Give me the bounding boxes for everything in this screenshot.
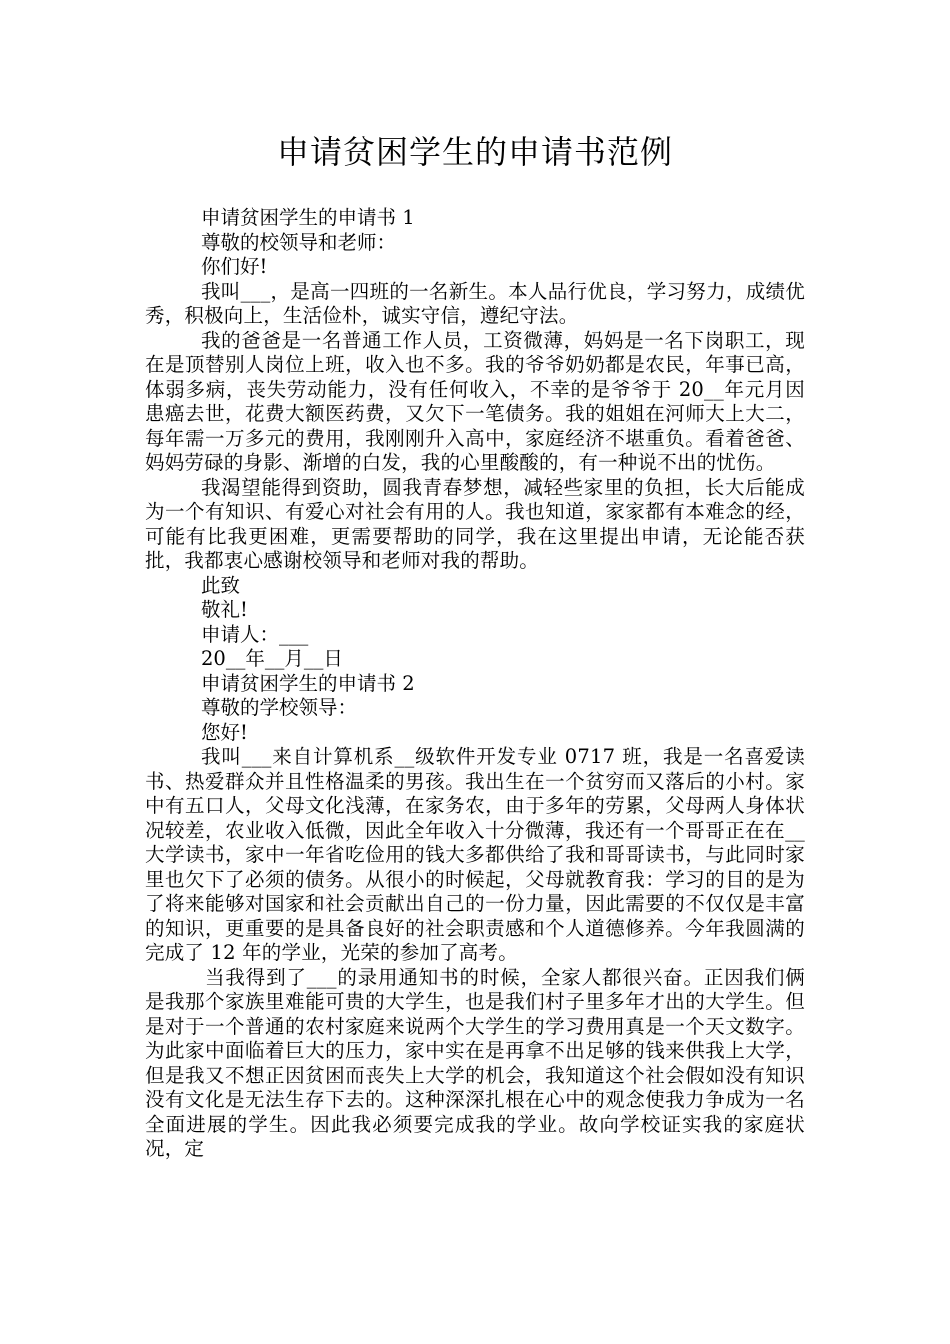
letter-1-regards: 敬礼! (201, 598, 248, 621)
letter-1-date: 20__年__月__日 (201, 647, 343, 670)
letter-1-heading: 申请贫困学生的申请书 1 (201, 206, 415, 229)
letter-1-salutation: 尊敬的校领导和老师： (201, 230, 397, 254)
letter-2-heading: 申请贫困学生的申请书 2 (201, 671, 415, 695)
letter-1-paragraph-2: 我的爸爸是一名普通工作人员，工资微薄，妈妈是一名下岗职工，现在是顶替别人岗位上班，收入也不多。我的爷爷奶奶都是农民，年事已高，体弱多病，丧失劳动能力，没有任何收入，不幸的是爷爷于 20__年元月因患癌去世，花费大额医药费，又欠下一笔债务。我的姐姐在河师大上大二，每年需一万多元的费用，我刚刚升入高中，家庭经济不堪重负。看着爸爸、妈妈劳碌的身影、渐增的白发，我的心里酸酸的，有一种说不出的忧伤。 (145, 328, 805, 474)
letter-1-applicant: 申请人：___ (201, 622, 309, 646)
document-title: 申请贫困学生的申请书范例 (276, 133, 673, 171)
letter-2-paragraph-1: 我叫___来自计算机系__级软件开发专业 0717 班，我是一名喜爱读书、热爱群众并且性格温柔的男孩。我出生在一个贫穷而又落后的小村。家中有五口人，父母文化浅薄，在家务农，由于多年的劳累，父母两人身体状况较差，农业收入低微，因此全年收入十分微薄，我还有一个哥哥正在在__大学读书，家中一年省吃俭用的钱大多都供给了我和哥哥读书，与此同时家里也欠下了必须的债务。从很小的时候起，父母就教育我：学习的目的是为了将来能够对国家和社会贡献出自己的一份力量，因此需要的不仅仅是丰富的知识，更重要的是具备良好的社会职责感和个人道德修养。今年我圆满的完成了 12 年的学业，光荣的参加了高考。 (145, 745, 805, 964)
letter-1-greeting: 你们好! (201, 255, 268, 278)
letter-2-greeting: 您好! (201, 720, 248, 744)
letter-1 (145, 206, 805, 672)
letter-2-salutation: 尊敬的学校领导： (201, 696, 358, 719)
letter-1-paragraph-1: 我叫___，是高一四班的一名新生。本人品行优良，学习努力，成绩优秀，积极向上，生活俭朴，诚实守信，遵纪守法。 (145, 279, 805, 327)
letter-2 (145, 672, 805, 1162)
letter-2-paragraph-2: 当我得到了___的录用通知书的时候，全家人都很兴奋。正因我们俩是我那个家族里难能可贵的大学生，也是我们村子里多年才出的大学生。但是对于一个普通的农村家庭来说两个大学生的学习费用真是一个天文数字。为此家中面临着巨大的压力，家中实在是再拿不出足够的钱来供我上大学，但是我又不想正因贫困而丧失上大学的机会，我知道这个社会假如没有知识没有文化是无法生存下去的。这种深深扎根在心中的观念使我力争成为一名全面进展的学生。因此我必须要完成我的学业。故向学校证实我的家庭状况，定 (145, 965, 805, 1160)
document-page (145, 120, 805, 1162)
letter-1-paragraph-3: 我渴望能得到资助，圆我青春梦想，减轻些家里的负担，长大后能成为一个有知识、有爱心对社会有用的人。我也知道，家家都有本难念的经，可能有比我更困难，更需要帮助的同学，我在这里提出申请，无论能否获批，我都衷心感谢校领导和老师对我的帮助。 (145, 475, 805, 572)
letter-1-closing: 此致 (201, 573, 241, 597)
